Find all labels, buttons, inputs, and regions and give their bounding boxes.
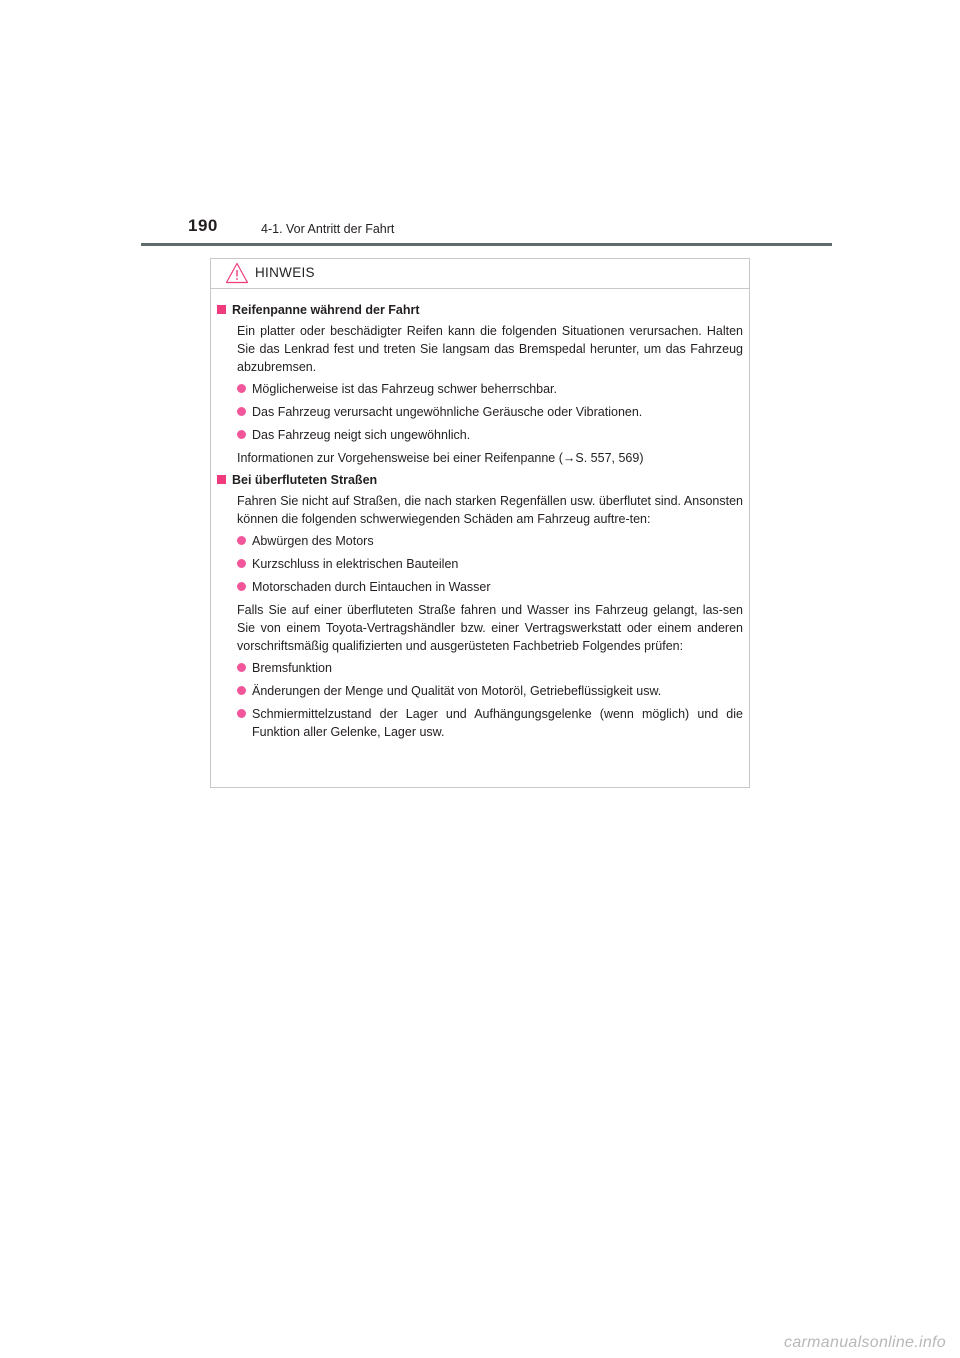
list-item (237, 555, 743, 573)
square-bullet-icon (217, 475, 226, 484)
list-item-text: Möglicherweise ist das Fahrzeug schwer beherrschbar. (252, 382, 557, 396)
list-item-text: Änderungen der Menge und Qualität von Motoröl, Getriebeflüssigkeit usw. (252, 684, 662, 698)
circle-bullet-icon (237, 407, 246, 416)
square-bullet-icon (217, 305, 226, 314)
circle-bullet-icon (237, 686, 246, 695)
paragraph: Ein platter oder beschädigter Reifen kann die folgenden Situationen verursachen. Halten Sie das Lenkrad fest und treten Sie langsam das Bremspedal herunter, um das Fahrzeug abzubremsen. (237, 324, 743, 374)
list-item-text: Das Fahrzeug verursacht ungewöhnliche Geräusche oder Vibrationen. (252, 405, 643, 419)
list-item-text: Schmiermittelzustand der Lager und Aufhängungsgelenke (wenn möglich) und die Funktion aller Gelenke, Lager usw. (252, 707, 743, 739)
circle-bullet-icon (237, 582, 246, 591)
list-item (237, 705, 743, 741)
section-heading (217, 301, 743, 319)
header-divider (141, 243, 832, 246)
warning-triangle-icon (225, 262, 249, 284)
list-item-text: Kurzschluss in elektrischen Bauteilen (252, 557, 459, 571)
list-item-text: Abwürgen des Motors (252, 534, 374, 548)
list-item (237, 578, 743, 596)
circle-bullet-icon (237, 663, 246, 672)
paragraph: Informationen zur Vorgehensweise bei einer Reifenpanne (→S. 557, 569) (237, 451, 644, 465)
paragraph: Fahren Sie nicht auf Straßen, die nach starken Regenfällen usw. überflutet sind. Ansonsten können die folgenden schwerwiegenden Schäden am Fahrzeug auftre-ten: (237, 494, 743, 526)
list-item-text: Das Fahrzeug neigt sich ungewöhnlich. (252, 428, 471, 442)
circle-bullet-icon (237, 384, 246, 393)
list-item (237, 682, 743, 700)
list-item (237, 659, 743, 677)
notice-box (210, 258, 750, 788)
list-item-text: Bremsfunktion (252, 661, 332, 675)
circle-bullet-icon (237, 536, 246, 545)
list-item-text: Motorschaden durch Eintauchen in Wasser (252, 580, 491, 594)
circle-bullet-icon (237, 709, 246, 718)
circle-bullet-icon (237, 559, 246, 568)
list-item (237, 380, 743, 398)
notice-body (211, 289, 749, 741)
circle-bullet-icon (237, 430, 246, 439)
watermark: carmanualsonline.info (784, 1334, 946, 1351)
section-heading-text: Reifenpanne während der Fahrt (232, 303, 420, 317)
page-header (0, 0, 960, 250)
paragraph: Falls Sie auf einer überfluteten Straße fahren und Wasser ins Fahrzeug gelangt, las-sen Sie von einem Toyota-Vertragshändler bzw. einer Vertragswerkstatt oder einem anderen vorschriftsmäßig qualifizierten und ausgerüsteten Fachbetrieb Folgendes prüfen: (237, 603, 743, 653)
page-number: 190 (188, 216, 218, 235)
list-item (237, 426, 743, 444)
notice-header (211, 259, 749, 289)
list-item (237, 532, 743, 550)
list-item (237, 403, 743, 421)
section-heading-text: Bei überfluteten Straßen (232, 473, 378, 487)
notice-title: HINWEIS (255, 265, 315, 280)
section-title: 4-1. Vor Antritt der Fahrt (261, 222, 395, 236)
section-heading (217, 471, 743, 489)
